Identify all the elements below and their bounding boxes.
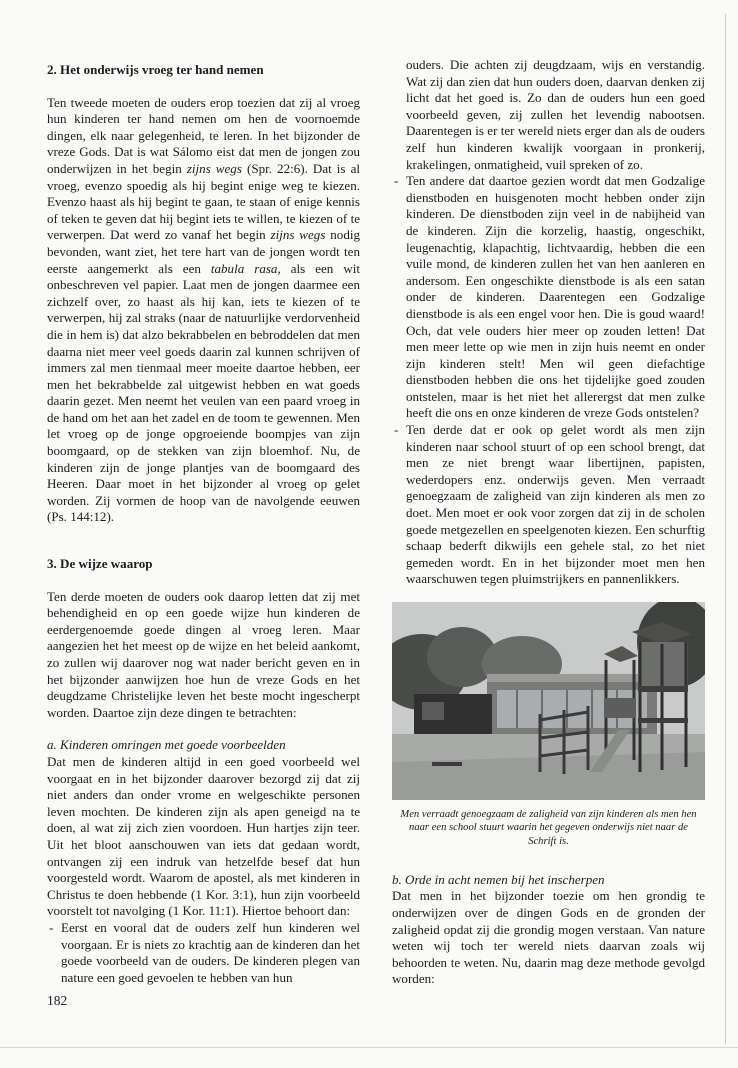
playground-illustration (392, 602, 705, 800)
subsection-b-heading: b. Orde in acht nemen bij het inscherpen (392, 871, 605, 887)
subsection-b-paragraph: Dat men in het bijzonder toezie om hen grondig te onderwijzen over de dingen Gods en de gronden der zaligheid opdat zij die grondig mogen verstaan. Van nature weten wij toch ter wereld niets daarvan zoals wij behoorden te weten. Nu, daarin mag deze methode gevolgd worden: (392, 888, 705, 987)
page-edge-line (725, 14, 726, 1044)
continued-paragraph: ouders. Die achten zij deugdzaam, wijs en verstandig. Wat zij dan zien dat hun ouders doen, daarvan denken zij licht dat het goed is. Zo dan de ouders hun een goed voorbeeld geven, zij zullen het levendig nabootsen. Daarentegen is er ter wereld niets erger dan als de ouders zelf hun kinderen kwalijk voorgaan in pronkerij, krakelingen, onmatigheid, vuil spreken of zo. (406, 57, 705, 172)
subsection-a-paragraph: Dat men de kinderen altijd in een goed voorbeeld wel voorgaat en in het bijzonder daarover bezorgd zij dat zij niet anders dan onder vrome en welgeschikte personen leven mochten. De kinderen zijn als apen geneigd na te doen, al wat zij zich zien voordoen. Hun hartjes zijn teer. Uit het bloot aanschouwen van iets dat gedaan wordt, ontvangen zij een indruk van hetzelfde besef dat hun voorgesteld wordt. Waarom de apostel, als met kinderen in Christus te doen hebbende (1 Kor. 3:1), hun zijn voorbeeld voorstelt tot navolging (1 Kor. 11:1). Hiertoe behoort dan: (47, 753, 360, 919)
example-list-continued (392, 173, 705, 588)
schoolyard-photo (392, 602, 705, 800)
subsection-a-heading: a. Kinderen omringen met goede voorbeelden (47, 737, 286, 753)
photo-caption: Men verraadt genoegzaam de zaligheid van zijn kinderen als men hen naar een school stuurt waarin het gegeven onderwijs niet naar de Schrift is. (400, 809, 697, 847)
right-column (392, 57, 705, 988)
page-number: 182 (47, 993, 68, 1008)
section-2-heading: 2. Het onderwijs vroeg ter hand nemen (47, 62, 264, 77)
example-list (47, 920, 360, 986)
section-3-paragraph: Ten derde moeten de ouders ook daarop letten dat zij met behendigheid en op een goede wijze hun kinderen de eerdergenoemde goede dingen al vroeg leren. Maar aangezien het het meest op de wijze en het beleid aankomt, zo zullen wij daarover nog wat nader bericht geven en in het bijzonder aanwijzen hoe hun de vreze Gods en het deugdzame Christelijke leven het beste mocht ingescherpt worden. Daartoe zijn deze dingen te betrachten: (47, 588, 360, 720)
list-item: - Eerst en vooral dat de ouders zelf hun kinderen wel voorgaan. Er is niets zo krachtig aan de kinderen dan het goede voorbeeld van de ouders. De kinderen plegen van nature een goed gevoelen te hebben van hun (47, 920, 360, 986)
left-column (47, 62, 360, 986)
page-bottom-line (0, 1047, 738, 1048)
section-2-paragraph: Ten tweede moeten de ouders erop toezien dat zij al vroeg hun kinderen ter hand nemen om hen de voornoemde dingen, elk naar gelegenheid, te leren. In het bijzonder de vreze Gods. Dat is wat Sálomo eist dat men de jongen zou onderwijzen in het begin zijns wegs (Spr. 22:6). Dat is al vroeg, evenzo spoedig als hij begint enige weg te kiezen. Evenzo haast als hij begint te gaan, te staan of enige kennis of teken te geven dat hij begint iets te willen, te kiezen of te verwerpen. Dat werd zo vanaf het begin zijns wegs nodig bevonden, want ziet, het tere hart van de jongen wordt ten eerste aangemerkt als een tabula rasa, als een wit onbeschreven vel papier. Laat men de jongen daarmee een zichzelf over, zo haast als hij kan, iets te kiezen of te verwerpen, hij zal straks (naar de natuurlijke verdorvenheid die in hem is) dat alzo bekrabbelen en bebroddelen dat men daarna niet meer veel goeds daarin zal kunnen schrijven of immers zal men tienmaal meer moeite daartoe hebben, eer men het bekrabbelde zal uitgewist hebben en wat goeds daarin gezet. Men neemt het veulen van een paard vroeg in de hand om het aan het zadel en de toom te gewennen. Men let vroeg op de jonge opgroeiende boompjes van zijn boomgaard, op de stekken van zijn bloemhof. Nu, de kinderen zijn de jonge plantjes van de boomgaard des Heeren. Daar moet in het bijzonder al vroeg op gelet worden. Zij vormen de hoop van de navolgende eeuwen (Ps. 144:12). (47, 94, 360, 525)
section-3-heading: 3. De wijze waarop (47, 556, 153, 572)
list-item: - Ten andere dat daartoe gezien wordt dat men Godzalige dienstboden en huisgenoten mocht hebben onder zijn kinderen. De dienstboden zijn veel in de nabijheid van de kinderen. Zijn die korzelig, haastig, ongeschikt, leugenachtig, klapachtig, lichtvaardig, hebben die een vuile mond, de kinderen zullen het van hen aanleren en andersom. Een ongeschikte dienstbode is als een satan onder de kinderen. Daarentegen een Godzalige dienstbode is als een engel voor hen. Die is goud waard! Och, dat vele ouders hier meer op zouden letten! Dat men meer lette op wie men in zijn huis neemt en onder zijn kinderen stelt! Men wil geen diefachtige dienstboden hebben die ons het tijdelijke goed zouden ontstelen, maar is het niet het allerergst dat men zulke heeft die ons en onze kinderen de vreze Gods ontstelen? (392, 173, 705, 422)
list-item: - Ten derde dat er ook op gelet wordt als men zijn kinderen naar school stuurt of op een school brengt, dat men ze niet brengt waar libertijnen, papisten, wederdopers enz. onderwijs geven. Men verraadt genoegzaam de zaligheid van zijn kinderen als men zo doet. Men moet er ook voor zorgen dat zij in de scholen goede metgezellen en speelgenoten kiezen. Een schurftig schaap bederft dikwijls een gehele stal, zo het niet gemeden wordt. En in het bijzonder moet men hen waarschuwen tegen pluimstrijkers en pannenlikkers. (392, 422, 705, 588)
